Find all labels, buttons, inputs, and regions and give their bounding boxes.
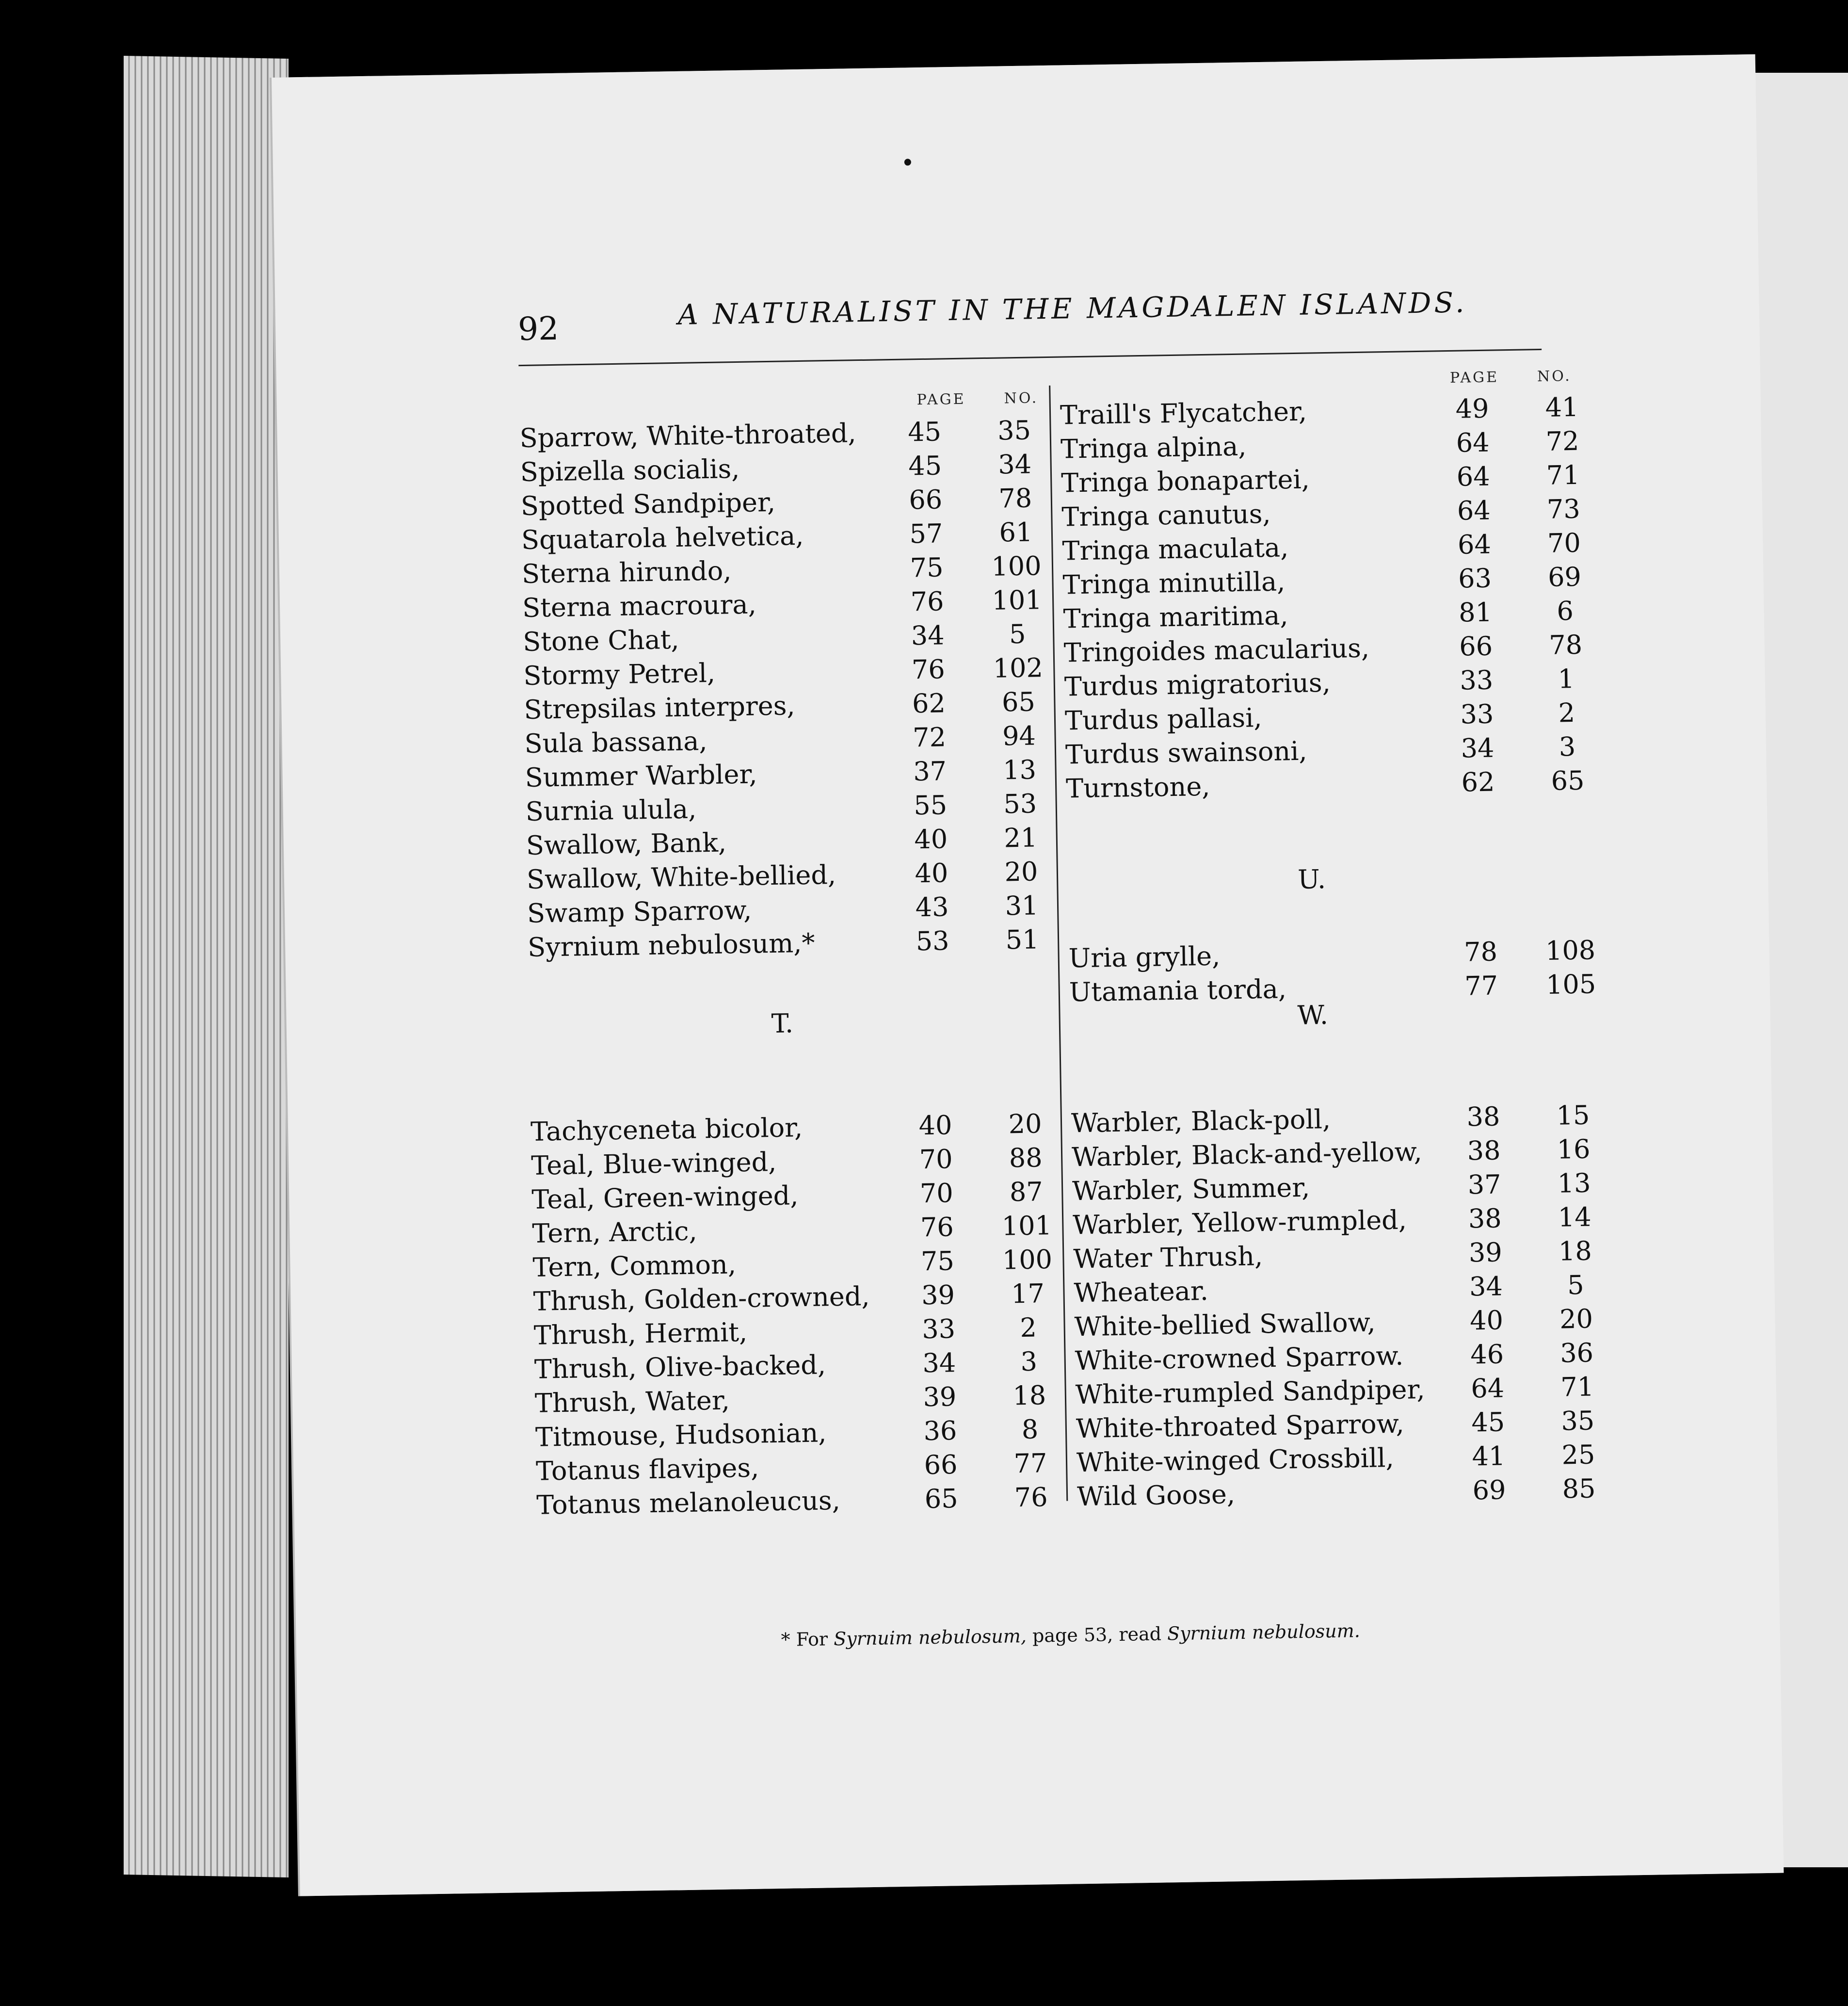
entry-number: 65 <box>1551 765 1585 796</box>
entry-name: Swamp Sparrow, <box>527 894 752 929</box>
entry-page: 45 <box>907 416 942 448</box>
entry-page: 64 <box>1456 427 1490 458</box>
entry-page: 70 <box>919 1144 953 1175</box>
entry-name: Titmouse, Hudsonian, <box>535 1417 827 1453</box>
entry-number: 16 <box>1557 1133 1591 1165</box>
entry-number: 25 <box>1561 1439 1595 1471</box>
footnote <box>781 1620 1360 1650</box>
footnote-wrong-name: Syrnuim nebulosum, <box>833 1625 1027 1650</box>
entry-name: Swallow, Bank, <box>526 827 727 861</box>
entry-name: Warbler, Summer, <box>1072 1172 1310 1207</box>
entry-number: 105 <box>1545 969 1596 1000</box>
entry-name: Summer Warbler, <box>525 759 757 793</box>
entry-page: 34 <box>911 620 945 651</box>
entry-page: 36 <box>923 1415 957 1447</box>
entry-number: 102 <box>993 652 1044 684</box>
entry-page: 77 <box>1464 970 1498 1002</box>
entry-name: Totanus melanoleucus, <box>536 1485 841 1521</box>
entry-number: 18 <box>1558 1235 1592 1267</box>
entry-number: 77 <box>1013 1448 1047 1479</box>
running-title: A NATURALIST IN THE MAGDALEN ISLANDS. <box>677 286 1467 331</box>
entry-number: 108 <box>1545 935 1596 966</box>
entry-number: 73 <box>1546 493 1581 525</box>
entry-page: 66 <box>924 1449 958 1481</box>
page-number: 92 <box>517 309 559 348</box>
entry-name: White-throated Sparrow, <box>1076 1408 1405 1444</box>
entry-name: Thrush, Olive-backed, <box>534 1349 826 1385</box>
book-page <box>272 54 1784 1896</box>
footnote-right-name: Syrnium nebulosum. <box>1167 1620 1361 1645</box>
book-page-edges <box>124 56 289 1877</box>
entry-number: 69 <box>1547 561 1582 593</box>
entry-number: 17 <box>1011 1278 1045 1310</box>
entry-name: Turdus migratorius, <box>1064 667 1331 702</box>
entry-number: 61 <box>999 517 1033 548</box>
entry-page: 66 <box>908 484 943 516</box>
entry-page: 69 <box>1472 1474 1506 1506</box>
entry-number: 3 <box>1559 731 1576 762</box>
entry-name: Tringa minutilla, <box>1062 566 1286 600</box>
entry-page: 78 <box>1463 936 1498 968</box>
entry-number: 78 <box>998 483 1032 514</box>
entry-page: 38 <box>1466 1101 1500 1132</box>
entry-page: 45 <box>908 450 942 482</box>
entry-name: Sterna hirundo, <box>521 555 732 590</box>
entry-name: White-rumpled Sandpiper, <box>1075 1374 1426 1410</box>
entry-name: Tringa bonapartei, <box>1061 464 1310 499</box>
entry-number: 65 <box>1001 686 1036 718</box>
entry-number: 35 <box>997 415 1031 446</box>
entry-name: Thrush, Hermit, <box>533 1316 748 1351</box>
entry-name: Water Thrush, <box>1073 1241 1263 1275</box>
entry-name: White-winged Crossbill, <box>1076 1442 1395 1478</box>
entry-name: Teal, Green-winged, <box>531 1180 799 1215</box>
entry-page: 66 <box>1459 631 1493 662</box>
entry-name: Thrush, Golden-crowned, <box>533 1280 870 1317</box>
entry-name: Uria grylle, <box>1068 940 1221 974</box>
entry-page: 39 <box>1468 1237 1503 1268</box>
left-page-col-header: PAGE <box>916 390 966 409</box>
entry-number: 2 <box>1019 1312 1037 1343</box>
entry-number: 20 <box>1559 1303 1593 1335</box>
entry-number: 18 <box>1012 1380 1046 1411</box>
entry-page: 38 <box>1467 1135 1501 1166</box>
entry-page: 37 <box>913 756 947 787</box>
entry-number: 78 <box>1548 629 1583 661</box>
entry-page: 64 <box>1470 1373 1505 1404</box>
entry-name: Warbler, Black-poll, <box>1071 1103 1331 1139</box>
entry-page: 46 <box>1470 1339 1504 1370</box>
entry-number: 101 <box>992 584 1043 616</box>
entry-name: Tringa maritima, <box>1063 600 1288 634</box>
entry-name: Stormy Petrel, <box>523 657 716 691</box>
section-letter-u: U. <box>1297 864 1326 895</box>
entry-page: 65 <box>924 1483 959 1515</box>
entry-name: Tern, Common, <box>532 1249 737 1283</box>
entry-page: 49 <box>1455 393 1489 424</box>
entry-number: 34 <box>997 449 1032 480</box>
entry-page: 72 <box>912 722 947 753</box>
entry-page: 62 <box>1461 766 1495 798</box>
entry-page: 57 <box>909 518 943 550</box>
entry-page: 34 <box>1469 1271 1503 1302</box>
entry-name: Spotted Sandpiper, <box>520 486 776 522</box>
entry-page: 33 <box>921 1313 956 1345</box>
entry-name: Stone Chat, <box>522 624 680 657</box>
entry-name: Syrnium nebulosum,* <box>527 927 815 963</box>
entry-number: 3 <box>1020 1346 1038 1377</box>
section-letter-w: W. <box>1297 1000 1329 1031</box>
entry-name: Warbler, Yellow-rumpled, <box>1072 1204 1407 1241</box>
entry-name: Thrush, Water, <box>534 1385 730 1419</box>
entry-number: 13 <box>1557 1167 1591 1199</box>
entry-number: 85 <box>1562 1473 1596 1504</box>
entry-number: 76 <box>1014 1482 1048 1513</box>
entry-number: 5 <box>1567 1269 1585 1301</box>
entry-number: 71 <box>1546 459 1580 491</box>
entry-page: 33 <box>1459 664 1494 696</box>
entry-page: 40 <box>914 824 948 855</box>
entry-page: 64 <box>1456 461 1491 492</box>
entry-number: 36 <box>1559 1337 1594 1369</box>
entry-number: 100 <box>1002 1244 1053 1276</box>
entry-number: 35 <box>1560 1405 1595 1437</box>
entry-name: Squatarola helvetica, <box>521 520 804 556</box>
entry-page: 45 <box>1471 1407 1505 1438</box>
entry-name: Totanus flavipes, <box>535 1452 759 1487</box>
section-letter-t: T. <box>771 1008 794 1039</box>
entry-number: 20 <box>1008 1108 1042 1140</box>
entry-page: 40 <box>915 857 948 889</box>
entry-page: 40 <box>918 1110 952 1141</box>
entry-name: Tringa maculata, <box>1062 532 1289 566</box>
entry-page: 55 <box>913 790 948 821</box>
entry-number: 15 <box>1556 1100 1590 1131</box>
entry-page: 76 <box>911 654 946 685</box>
entry-page: 41 <box>1472 1440 1506 1472</box>
entry-number: 31 <box>1005 890 1039 922</box>
left-no-col-header: NO. <box>1004 389 1039 407</box>
entry-name: Wheatear. <box>1074 1275 1209 1309</box>
entry-page: 39 <box>923 1381 957 1413</box>
entry-name: Teal, Blue-winged, <box>530 1146 777 1181</box>
entry-page: 63 <box>1458 563 1492 594</box>
entry-page: 37 <box>1467 1169 1502 1200</box>
entry-name: Sula bassana, <box>524 726 708 759</box>
entry-number: 71 <box>1560 1371 1594 1403</box>
page-mark <box>904 159 911 165</box>
right-page-col-header: PAGE <box>1449 369 1499 387</box>
entry-page: 38 <box>1468 1203 1502 1234</box>
entry-name: Turdus swainsoni, <box>1065 735 1308 770</box>
entry-page: 64 <box>1457 529 1492 560</box>
entry-number: 94 <box>1002 720 1036 752</box>
entry-number: 100 <box>991 550 1042 582</box>
entry-page: 64 <box>1457 495 1491 526</box>
entry-name: Turnstone, <box>1065 771 1210 804</box>
entry-name: Utamania torda, <box>1069 973 1287 1008</box>
entry-name: Warbler, Black-and-yellow, <box>1071 1136 1423 1173</box>
entry-name: Wild Goose, <box>1077 1479 1236 1512</box>
entry-number: 1 <box>1558 663 1575 695</box>
entry-name: Tringoides macularius, <box>1063 632 1370 668</box>
entry-name: Tachyceneta bicolor, <box>530 1112 803 1147</box>
entry-name: Strepsilas interpres, <box>524 690 796 725</box>
entry-number: 14 <box>1558 1201 1592 1233</box>
entry-number: 20 <box>1004 856 1038 888</box>
entry-page: 53 <box>916 925 949 957</box>
entry-name: White-bellied Swallow, <box>1074 1307 1376 1343</box>
header-rule <box>518 349 1542 366</box>
entry-number: 5 <box>1009 618 1026 650</box>
entry-number: 53 <box>1003 788 1037 820</box>
right-no-col-header: NO. <box>1537 367 1572 386</box>
entry-number: 70 <box>1547 527 1581 559</box>
entry-number: 2 <box>1558 697 1575 728</box>
entry-page: 33 <box>1460 698 1494 730</box>
entry-page: 40 <box>1469 1305 1504 1336</box>
entry-page: 81 <box>1458 597 1493 628</box>
entry-page: 75 <box>910 552 944 583</box>
entry-page: 76 <box>910 586 944 617</box>
entry-page: 62 <box>912 688 946 719</box>
entry-name: Sparrow, White-throated, <box>519 418 857 454</box>
entry-number: 101 <box>1001 1210 1052 1242</box>
entry-name: Traill's Flycatcher, <box>1060 396 1307 431</box>
entry-name: Turdus pallasi, <box>1064 702 1262 736</box>
entry-page: 39 <box>921 1279 955 1311</box>
entry-number: 41 <box>1545 391 1579 423</box>
entry-page: 43 <box>915 891 949 923</box>
entry-number: 21 <box>1003 822 1038 854</box>
entry-number: 13 <box>1002 754 1037 786</box>
entry-name: White-crowned Sparrow. <box>1075 1340 1404 1376</box>
footnote-middle: page 53, read <box>1026 1623 1168 1647</box>
entry-page: 76 <box>920 1212 954 1243</box>
entry-name: Sterna macroura, <box>522 589 757 624</box>
entry-name: Surnia ulula, <box>525 793 697 827</box>
entry-number: 72 <box>1545 425 1579 457</box>
entry-name: Tringa canutus, <box>1061 498 1271 533</box>
entry-name: Spizella socialis, <box>520 453 740 488</box>
entry-page: 34 <box>1461 732 1494 764</box>
entry-page: 70 <box>919 1178 954 1209</box>
entry-number: 51 <box>1005 924 1039 955</box>
entry-number: 88 <box>1009 1142 1043 1174</box>
entry-number: 87 <box>1009 1176 1044 1208</box>
entry-page: 75 <box>920 1246 955 1277</box>
entry-name: Swallow, White-bellied, <box>526 859 836 895</box>
entry-page: 34 <box>922 1347 956 1379</box>
entry-number: 8 <box>1021 1414 1039 1445</box>
entry-name: Tringa alpina, <box>1060 431 1247 465</box>
entry-number: 6 <box>1556 595 1574 627</box>
footnote-prefix: * For <box>781 1628 834 1650</box>
entry-name: Tern, Arctic, <box>532 1215 698 1249</box>
